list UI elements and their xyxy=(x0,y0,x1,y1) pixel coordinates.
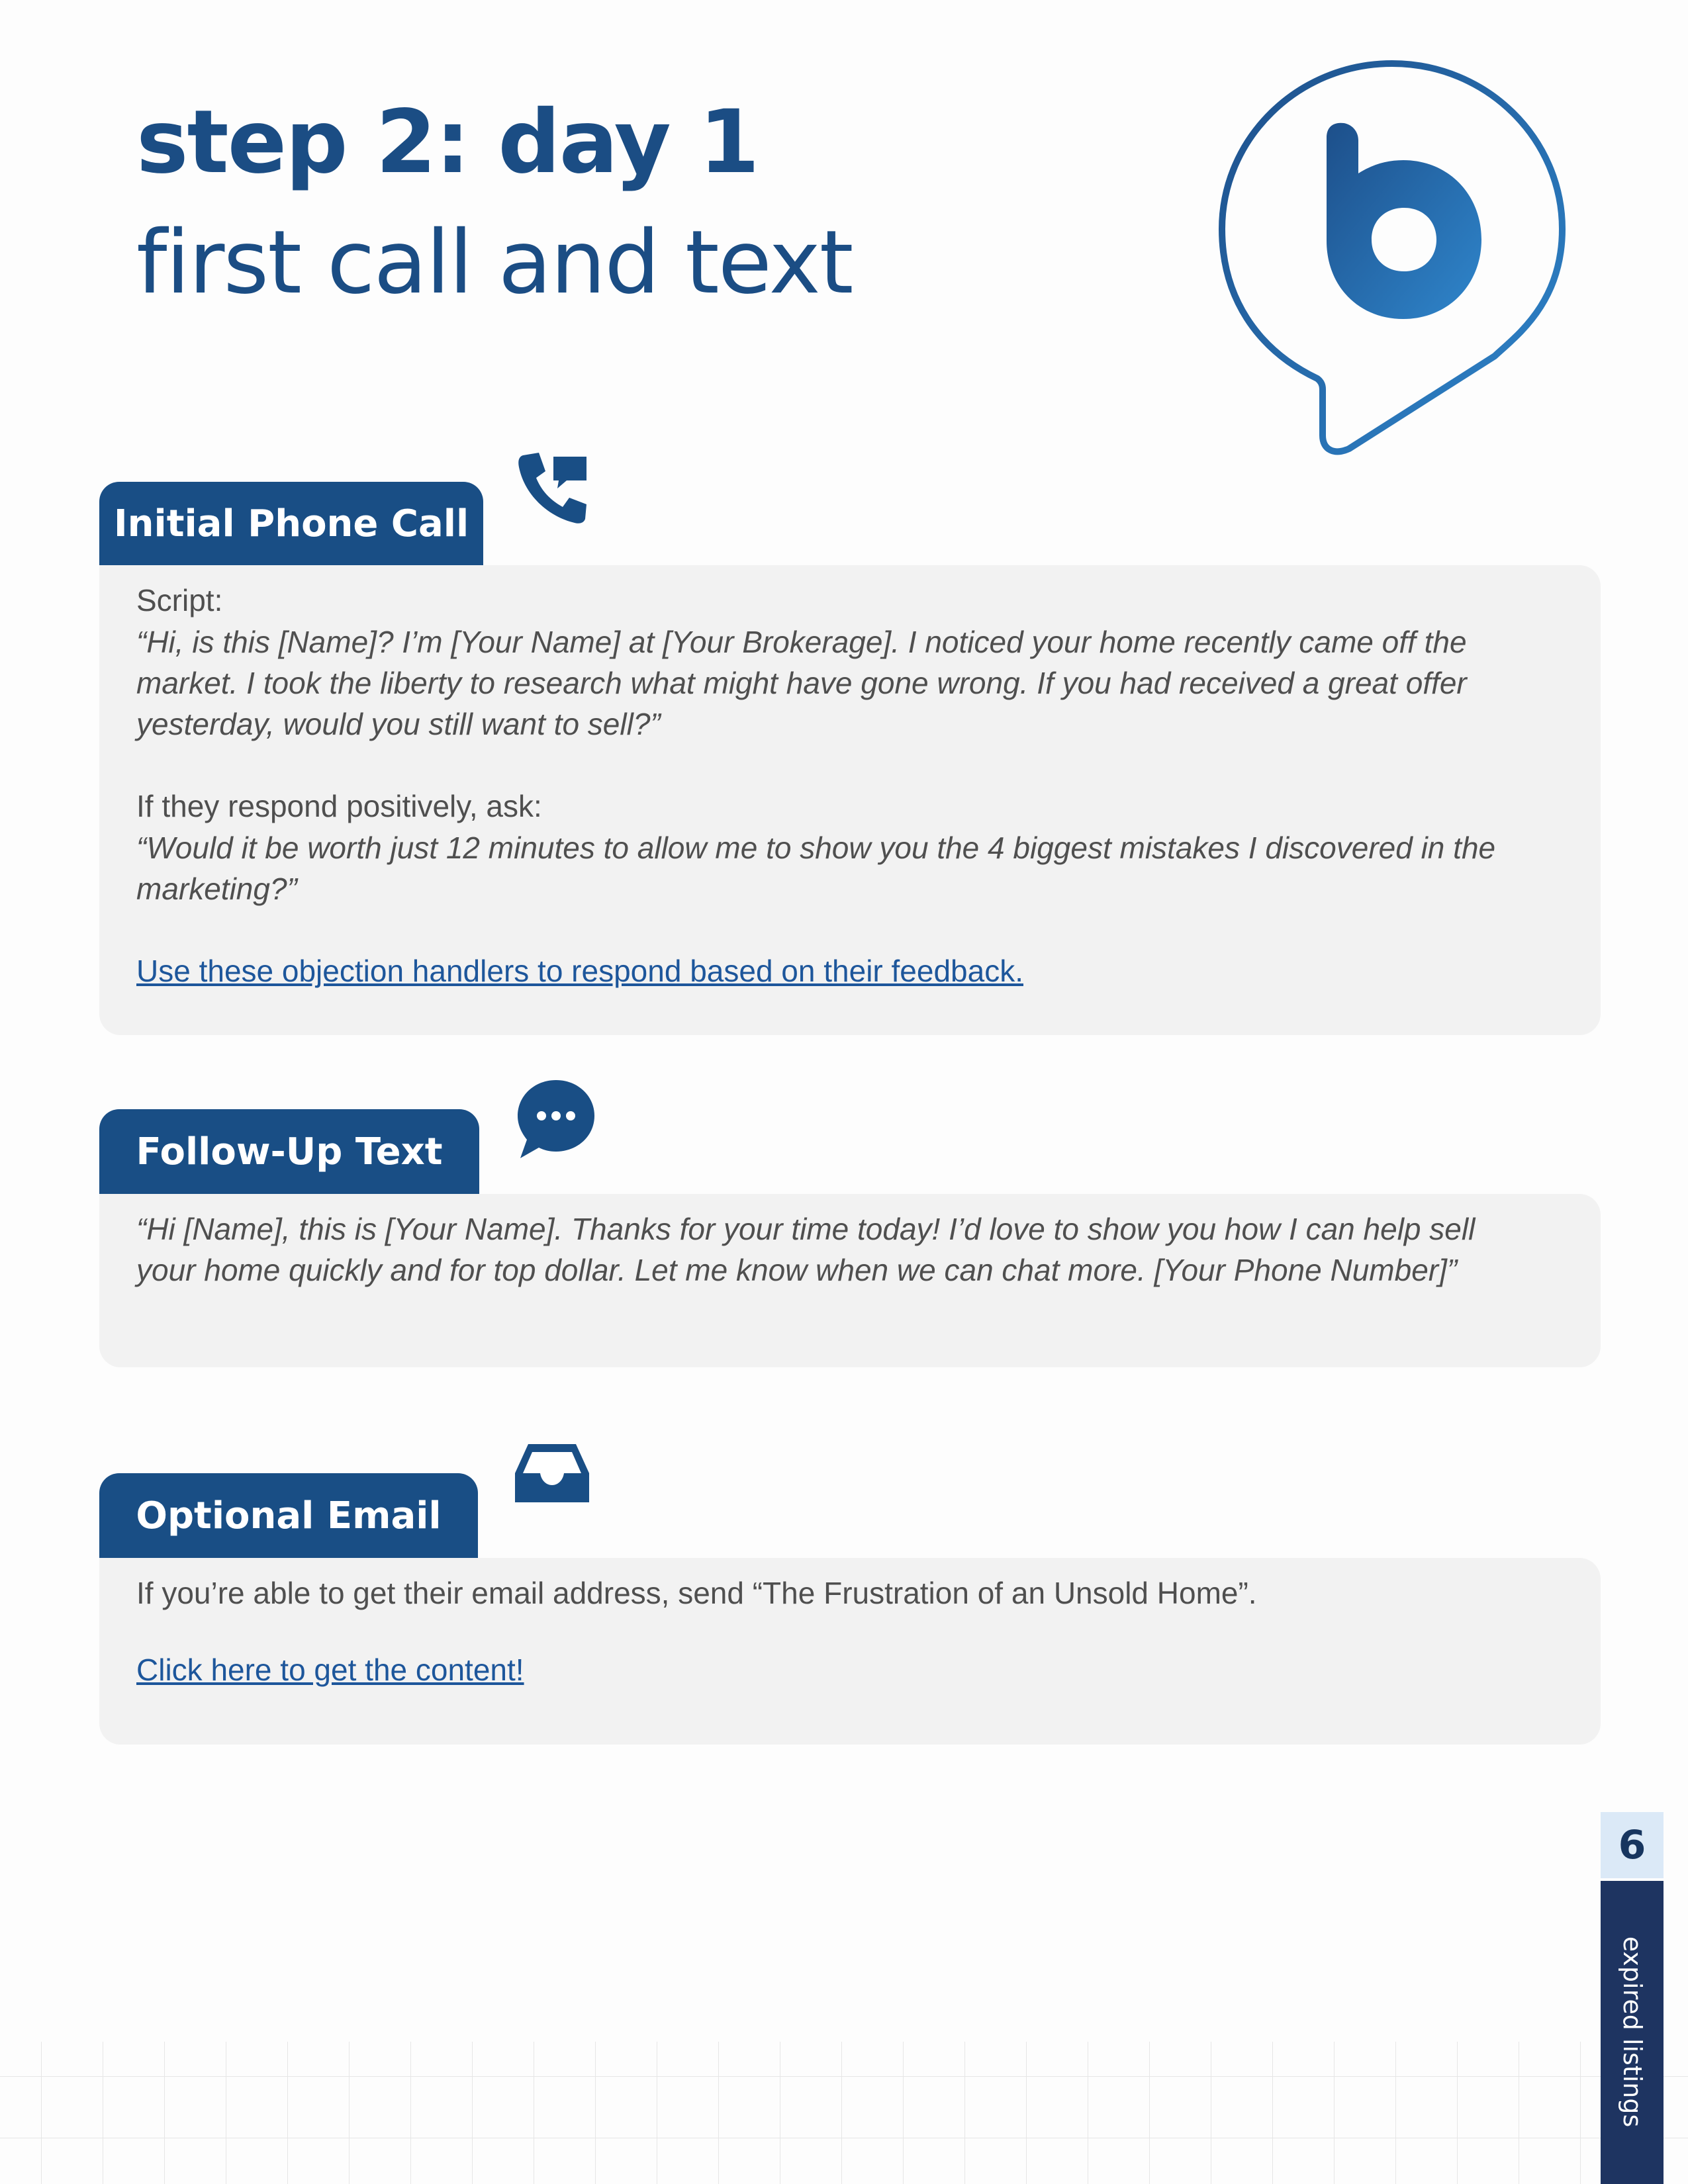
page-title: step 2: day 1 xyxy=(136,91,759,193)
script-quote: “Hi, is this [Name]? I’m [Your Name] at [Your Brokerage]. I noticed your home recently came off the market. I took the liberty to research what might have gone wrong. If you had received a great offer yesterday, would you still want to sell?” xyxy=(136,625,1467,741)
tab-optional-email xyxy=(99,1473,478,1558)
background-grid xyxy=(0,2042,1688,2184)
inbox-tray-icon xyxy=(514,1441,590,1505)
phone-chat-icon xyxy=(516,450,589,524)
positive-response-label: If they respond positively, ask: xyxy=(136,789,542,823)
phone-call-panel xyxy=(99,565,1601,1035)
optional-email-panel xyxy=(99,1558,1601,1745)
script-label: Script: xyxy=(136,583,223,617)
section-side-label: expired listings xyxy=(1617,1936,1647,2128)
chat-bubble-dots-icon xyxy=(515,1077,597,1160)
positive-response-quote: “Would it be worth just 12 minutes to allow me to show you the 4 biggest mistakes I discovered in the marketing?” xyxy=(136,831,1496,906)
page-subtitle: first call and text xyxy=(136,212,853,314)
tab-initial-phone-call xyxy=(99,482,483,565)
follow-up-text-quote: “Hi [Name], this is [Your Name]. Thanks for your time today! I’d love to show you how I can help sell your home quickly and for top dollar. Let me know when we can chat more. [Your Phone Number]” xyxy=(136,1212,1476,1287)
get-content-link[interactable]: Click here to get the content! xyxy=(136,1653,524,1687)
section-side-tab xyxy=(1601,1881,1664,2184)
follow-up-text-panel xyxy=(99,1194,1601,1367)
tab-label: Initial Phone Call xyxy=(113,502,469,545)
tab-follow-up-text xyxy=(99,1109,479,1194)
email-instructions-text: If you’re able to get their email address, send “The Frustration of an Unsold Home”. xyxy=(136,1576,1257,1610)
page-number: 6 xyxy=(1601,1812,1664,1878)
objection-handlers-link[interactable]: Use these objection handlers to respond based on their feedback. xyxy=(136,954,1023,988)
b-speech-bubble-logo-icon xyxy=(1217,58,1568,455)
tab-label: Optional Email xyxy=(136,1494,442,1537)
tab-label: Follow-Up Text xyxy=(136,1130,443,1173)
